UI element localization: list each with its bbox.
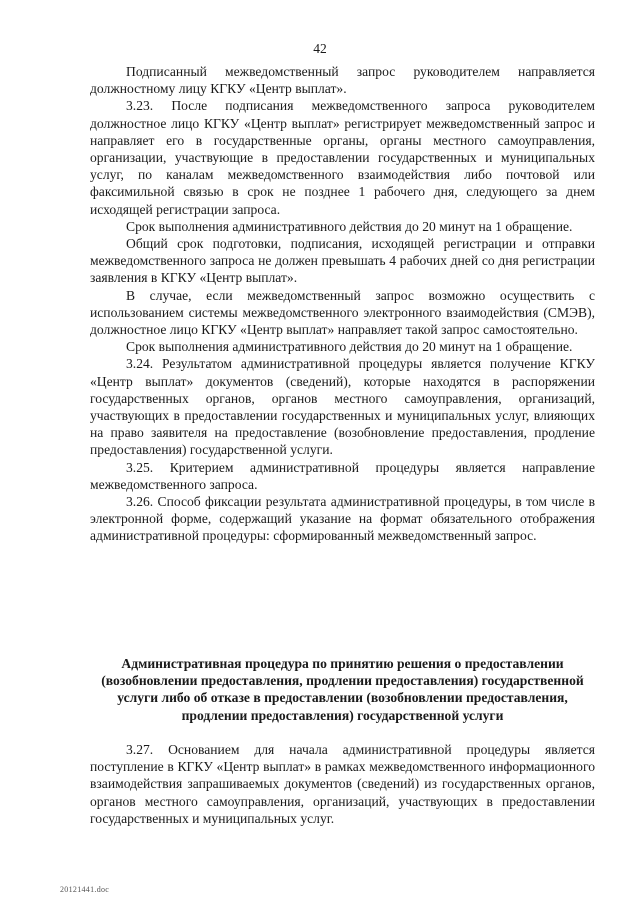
document-body-continued bbox=[90, 741, 595, 827]
paragraph: В случае, если межведомственный запрос возможно осуществить с использованием системы межведомственного электронного взаимодействия (СМЭВ), должностное лицо КГКУ «Центр выплат» направляет такой запрос самостоятельно. bbox=[90, 287, 595, 338]
paragraph: 3.25. Критерием административной процедуры является направление межведомственного запроса. bbox=[90, 459, 595, 492]
paragraph: 3.27. Основанием для начала административной процедуры является поступление в КГКУ «Центр выплат» в рамках межведомственного информационного взаимодействия запрашиваемых документов (сведений) из государственных органов, органов местного самоуправления, организаций, участвующих в предоставлении государственных и муниципальных услуг. bbox=[90, 742, 595, 826]
document-body bbox=[90, 63, 595, 545]
paragraph: 3.23. После подписания межведомственного запроса руководителем должностное лицо КГКУ «Центр выплат» регистрирует межведомственный запрос и направляет его в государственные органы, органы местного самоуправления, организации, участвующие в предоставлении государственных и муниципальных услуг, по каналам межведомственного взаимодействия либо почтовой или факсимильной связью в срок не позднее 1 рабочего дня, следующего за днем исходящей регистрации запроса. bbox=[90, 98, 595, 217]
paragraph: 3.26. Способ фиксации результата административной процедуры, в том числе в электронной форме, содержащий указание на формат обязательного отображения административной процедуры: сформированный межведомственный запрос. bbox=[90, 494, 595, 544]
paragraph: Срок выполнения административного действия до 20 минут на 1 обращение. bbox=[126, 339, 573, 355]
paragraph: 3.24. Результатом административной процедуры является получение КГКУ «Центр выплат» документов (сведений), которые находятся в распоряжении государственных органов, органов местного самоуправления, организаций, участвующих в предоставлении государственных и муниципальных услуг, влияющих на право заявителя на предоставление (возобновление предоставления, продление предоставления) государственной услуги. bbox=[90, 356, 595, 458]
paragraph: Подписанный межведомственный запрос руководителем направляется должностному лицу КГКУ «Центр выплат». bbox=[90, 64, 595, 97]
paragraph: Срок выполнения административного действия до 20 минут на 1 обращение. bbox=[126, 218, 573, 234]
file-name-footer: 20121441.doc bbox=[60, 885, 110, 894]
section-heading: Административная процедура по принятию решения о предоставлении (возобновлении предоставления, продлении предоставления) государственной услуги либо об отказе в предоставлении (возобновлении предоставления, продлении предоставления) государственной услуги bbox=[101, 656, 584, 723]
paragraph: Общий срок подготовки, подписания, исходящей регистрации и отправки межведомственного запроса не должен превышать 4 рабочих дней со дня регистрации заявления в КГКУ «Центр выплат». bbox=[90, 236, 595, 286]
page-number: 42 bbox=[313, 41, 327, 56]
